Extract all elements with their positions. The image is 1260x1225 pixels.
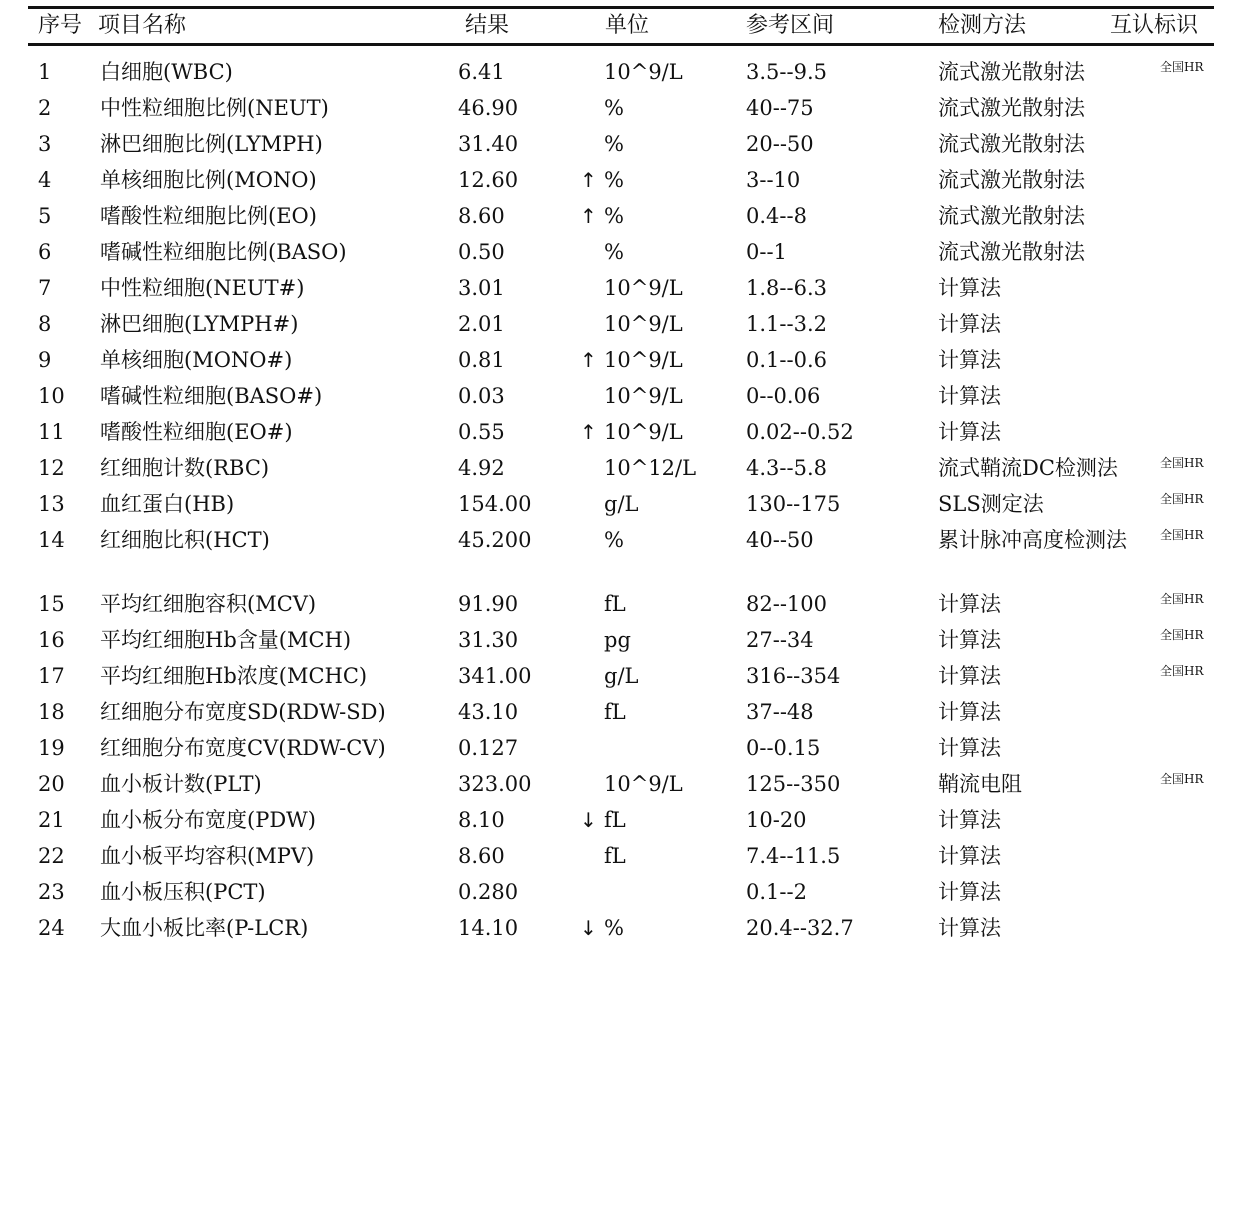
- row-no: 18: [38, 700, 65, 724]
- row-result: 4.92: [458, 456, 505, 480]
- row-reference-range: 0.4--8: [746, 204, 807, 228]
- row-method: 累计脉冲高度检测法: [938, 528, 1127, 552]
- table-row: [28, 237, 1214, 273]
- row-no: 9: [38, 348, 52, 372]
- row-method: 计算法: [938, 628, 1001, 652]
- table-row: [28, 129, 1214, 165]
- row-unit: fL: [604, 808, 626, 832]
- row-reference-range: 4.3--5.8: [746, 456, 827, 480]
- table-row: [28, 525, 1214, 561]
- row-no: 6: [38, 240, 52, 264]
- row-reference-range: 40--50: [746, 528, 814, 552]
- table-row: [28, 489, 1214, 525]
- row-result: 0.280: [458, 880, 519, 904]
- header-unit: 单位: [605, 13, 650, 38]
- row-method: 计算法: [938, 592, 1001, 616]
- row-result: 154.00: [458, 492, 532, 516]
- table-row: [28, 57, 1214, 93]
- row-result: 8.10: [458, 808, 505, 832]
- table-row: [28, 733, 1214, 769]
- table-row: [28, 165, 1214, 201]
- row-no: 20: [38, 772, 65, 796]
- row-unit: %: [604, 168, 624, 192]
- row-result: 45.200: [458, 528, 532, 552]
- table-row: [28, 769, 1214, 805]
- row-no: 10: [38, 384, 65, 408]
- row-item-name: 血小板压积(PCT): [100, 880, 266, 904]
- row-method: 流式激光散射法: [938, 240, 1085, 264]
- row-no: 1: [38, 60, 52, 84]
- row-no: 24: [38, 916, 65, 940]
- row-reference-range: 3--10: [746, 168, 801, 192]
- row-item-name: 嗜碱性粒细胞(BASO#): [100, 384, 323, 408]
- row-method: 计算法: [938, 276, 1001, 300]
- row-item-name: 白细胞(WBC): [100, 60, 233, 84]
- row-reference-range: 10-20: [746, 808, 807, 832]
- table-row: [28, 201, 1214, 237]
- row-unit: g/L: [604, 664, 639, 688]
- row-method: 计算法: [938, 312, 1001, 336]
- row-no: 22: [38, 844, 65, 868]
- table-row: [28, 805, 1214, 841]
- row-unit: fL: [604, 844, 626, 868]
- row-mutual-recognition-mark: 全国HR: [1160, 772, 1204, 786]
- row-flag-arrow-icon: ↓: [580, 916, 597, 940]
- row-unit: fL: [604, 592, 626, 616]
- row-unit: %: [604, 204, 624, 228]
- row-flag-arrow-icon: ↑: [580, 168, 597, 192]
- row-unit: 10^9/L: [604, 348, 683, 372]
- row-reference-range: 1.1--3.2: [746, 312, 827, 336]
- table-row: [28, 417, 1214, 453]
- row-item-name: 血小板分布宽度(PDW): [100, 808, 316, 832]
- row-reference-range: 0.1--0.6: [746, 348, 827, 372]
- row-item-name: 血小板平均容积(MPV): [100, 844, 315, 868]
- table-row: [28, 877, 1214, 913]
- row-unit: %: [604, 132, 624, 156]
- row-method: 计算法: [938, 880, 1001, 904]
- row-item-name: 单核细胞(MONO#): [100, 348, 293, 372]
- row-no: 12: [38, 456, 65, 480]
- row-result: 323.00: [458, 772, 532, 796]
- row-reference-range: 125--350: [746, 772, 841, 796]
- row-result: 46.90: [458, 96, 519, 120]
- row-item-name: 平均红细胞容积(MCV): [100, 592, 317, 616]
- header-result: 结果: [465, 13, 510, 38]
- row-result: 31.30: [458, 628, 519, 652]
- row-no: 4: [38, 168, 52, 192]
- row-item-name: 红细胞比积(HCT): [100, 528, 270, 552]
- row-no: 2: [38, 96, 52, 120]
- row-result: 8.60: [458, 204, 505, 228]
- row-result: 0.50: [458, 240, 505, 264]
- row-unit: %: [604, 528, 624, 552]
- row-item-name: 血红蛋白(HB): [100, 492, 235, 516]
- row-reference-range: 37--48: [746, 700, 814, 724]
- table-row: [28, 273, 1214, 309]
- row-no: 3: [38, 132, 52, 156]
- row-mutual-recognition-mark: 全国HR: [1160, 456, 1204, 470]
- header-method: 检测方法: [938, 13, 1027, 38]
- row-flag-arrow-icon: ↑: [580, 204, 597, 228]
- row-reference-range: 1.8--6.3: [746, 276, 827, 300]
- row-no: 17: [38, 664, 65, 688]
- row-unit: %: [604, 916, 624, 940]
- row-no: 16: [38, 628, 65, 652]
- row-reference-range: 0--0.15: [746, 736, 821, 760]
- row-unit: 10^9/L: [604, 384, 683, 408]
- row-reference-range: 316--354: [746, 664, 841, 688]
- table-row: [28, 453, 1214, 489]
- row-unit: 10^9/L: [604, 420, 683, 444]
- row-unit: %: [604, 240, 624, 264]
- row-reference-range: 130--175: [746, 492, 841, 516]
- row-item-name: 单核细胞比例(MONO): [100, 168, 317, 192]
- row-item-name: 大血小板比率(P-LCR): [100, 916, 309, 940]
- row-item-name: 红细胞分布宽度SD(RDW-SD): [100, 700, 386, 724]
- header-name: 项目名称: [98, 13, 187, 38]
- row-result: 6.41: [458, 60, 505, 84]
- row-unit: 10^9/L: [604, 60, 683, 84]
- row-result: 3.01: [458, 276, 505, 300]
- header-mark: 互认标识: [1110, 13, 1199, 38]
- table-row: [28, 841, 1214, 877]
- header-no: 序号: [38, 13, 83, 38]
- header-reference: 参考区间: [746, 13, 835, 38]
- table-row: [28, 913, 1214, 949]
- row-mutual-recognition-mark: 全国HR: [1160, 592, 1204, 606]
- row-method: 计算法: [938, 736, 1001, 760]
- row-mutual-recognition-mark: 全国HR: [1160, 492, 1204, 506]
- table-row: [28, 381, 1214, 417]
- row-item-name: 中性粒细胞(NEUT#): [100, 276, 305, 300]
- row-result: 8.60: [458, 844, 505, 868]
- row-unit: fL: [604, 700, 626, 724]
- row-method: 流式激光散射法: [938, 60, 1085, 84]
- row-no: 5: [38, 204, 52, 228]
- row-method: 流式激光散射法: [938, 132, 1085, 156]
- table-row: [28, 345, 1214, 381]
- row-result: 0.127: [458, 736, 519, 760]
- row-item-name: 血小板计数(PLT): [100, 772, 262, 796]
- row-mutual-recognition-mark: 全国HR: [1160, 60, 1204, 74]
- row-reference-range: 20.4--32.7: [746, 916, 854, 940]
- row-reference-range: 40--75: [746, 96, 814, 120]
- row-no: 21: [38, 808, 65, 832]
- row-method: 流式鞘流DC检测法: [938, 456, 1118, 480]
- row-unit: 10^9/L: [604, 312, 683, 336]
- row-reference-range: 3.5--9.5: [746, 60, 827, 84]
- row-unit: 10^12/L: [604, 456, 697, 480]
- row-method: 计算法: [938, 700, 1001, 724]
- row-result: 31.40: [458, 132, 519, 156]
- row-flag-arrow-icon: ↑: [580, 420, 597, 444]
- row-no: 15: [38, 592, 65, 616]
- row-result: 43.10: [458, 700, 519, 724]
- row-flag-arrow-icon: ↑: [580, 348, 597, 372]
- row-result: 91.90: [458, 592, 519, 616]
- row-mutual-recognition-mark: 全国HR: [1160, 528, 1204, 542]
- row-item-name: 嗜酸性粒细胞(EO#): [100, 420, 293, 444]
- row-result: 0.55: [458, 420, 505, 444]
- row-method: 计算法: [938, 664, 1001, 688]
- row-flag-arrow-icon: ↓: [580, 808, 597, 832]
- row-item-name: 嗜碱性粒细胞比例(BASO): [100, 240, 347, 264]
- row-reference-range: 20--50: [746, 132, 814, 156]
- row-item-name: 中性粒细胞比例(NEUT): [100, 96, 329, 120]
- row-no: 13: [38, 492, 65, 516]
- row-mutual-recognition-mark: 全国HR: [1160, 628, 1204, 642]
- table-row: [28, 93, 1214, 129]
- row-method: 计算法: [938, 348, 1001, 372]
- row-unit: 10^9/L: [604, 276, 683, 300]
- row-method: 计算法: [938, 916, 1001, 940]
- row-result: 0.03: [458, 384, 505, 408]
- table-row: [28, 625, 1214, 661]
- row-unit: g/L: [604, 492, 639, 516]
- table-row: [28, 589, 1214, 625]
- row-reference-range: 7.4--11.5: [746, 844, 841, 868]
- row-reference-range: 0--0.06: [746, 384, 821, 408]
- row-method: 计算法: [938, 420, 1001, 444]
- row-method: 计算法: [938, 844, 1001, 868]
- row-result: 0.81: [458, 348, 505, 372]
- row-unit: %: [604, 96, 624, 120]
- row-result: 2.01: [458, 312, 505, 336]
- row-method: 流式激光散射法: [938, 168, 1085, 192]
- row-mutual-recognition-mark: 全国HR: [1160, 664, 1204, 678]
- row-item-name: 淋巴细胞(LYMPH#): [100, 312, 299, 336]
- row-unit: pg: [604, 628, 631, 652]
- row-unit: 10^9/L: [604, 772, 683, 796]
- row-reference-range: 0--1: [746, 240, 787, 264]
- row-reference-range: 27--34: [746, 628, 814, 652]
- row-item-name: 红细胞计数(RBC): [100, 456, 270, 480]
- row-method: 流式激光散射法: [938, 96, 1085, 120]
- row-no: 11: [38, 420, 65, 444]
- table-row: [28, 661, 1214, 697]
- row-item-name: 红细胞分布宽度CV(RDW-CV): [100, 736, 386, 760]
- row-no: 8: [38, 312, 52, 336]
- row-item-name: 嗜酸性粒细胞比例(EO): [100, 204, 317, 228]
- row-reference-range: 0.1--2: [746, 880, 807, 904]
- row-no: 7: [38, 276, 52, 300]
- row-method: 计算法: [938, 808, 1001, 832]
- row-method: 鞘流电阻: [938, 772, 1022, 796]
- row-no: 19: [38, 736, 65, 760]
- row-reference-range: 0.02--0.52: [746, 420, 854, 444]
- row-result: 12.60: [458, 168, 519, 192]
- table-row: [28, 309, 1214, 345]
- row-item-name: 淋巴细胞比例(LYMPH): [100, 132, 323, 156]
- row-result: 341.00: [458, 664, 532, 688]
- row-item-name: 平均红细胞Hb浓度(MCHC): [100, 664, 368, 688]
- row-no: 23: [38, 880, 65, 904]
- row-no: 14: [38, 528, 65, 552]
- row-reference-range: 82--100: [746, 592, 827, 616]
- row-method: 流式激光散射法: [938, 204, 1085, 228]
- row-result: 14.10: [458, 916, 519, 940]
- table-row: [28, 697, 1214, 733]
- row-method: SLS测定法: [938, 492, 1044, 516]
- row-method: 计算法: [938, 384, 1001, 408]
- row-item-name: 平均红细胞Hb含量(MCH): [100, 628, 352, 652]
